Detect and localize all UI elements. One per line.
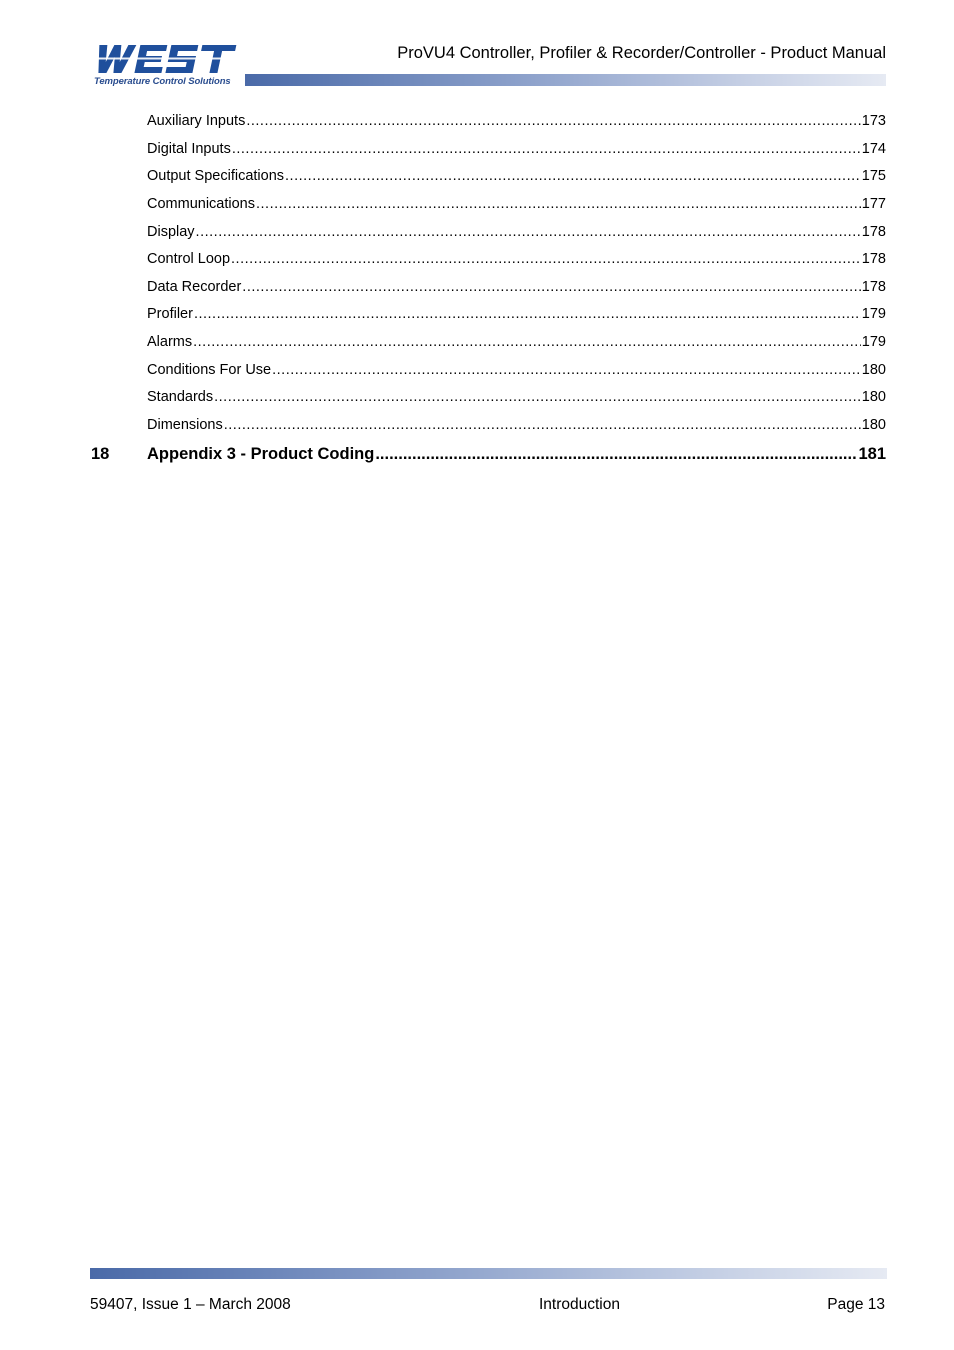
- west-logo-mark: [92, 42, 247, 76]
- toc-leader-dots: [272, 362, 861, 378]
- toc-entry[interactable]: [147, 251, 886, 271]
- toc-entry-title: Conditions For Use: [147, 362, 272, 378]
- toc-chapter-entry[interactable]: [91, 445, 886, 467]
- toc-entry-page: 179: [861, 306, 886, 322]
- toc-entry-title: Output Specifications: [147, 168, 285, 184]
- toc-leader-dots: [285, 168, 861, 184]
- toc-entry[interactable]: [147, 334, 886, 354]
- toc-entry-page: 179: [861, 334, 886, 350]
- toc-entry-page: 178: [861, 251, 886, 267]
- toc-leader-dots: [214, 389, 861, 405]
- toc-entry[interactable]: [147, 113, 886, 133]
- toc-entry[interactable]: [147, 389, 886, 409]
- toc-leader-dots: [224, 417, 861, 433]
- toc-entry-title: Digital Inputs: [147, 141, 231, 157]
- toc-entry-page: 177: [861, 196, 886, 212]
- header-gradient-bar: [245, 74, 886, 86]
- toc-entry-page: 180: [861, 389, 886, 405]
- toc-entry-title: Communications: [147, 196, 255, 212]
- toc-entry[interactable]: [147, 196, 886, 216]
- logo-tagline: Temperature Control Solutions: [94, 76, 231, 87]
- toc-entry-page: 174: [861, 141, 886, 157]
- toc-entry-title: Data Recorder: [147, 279, 242, 295]
- toc-entry-page: 173: [861, 113, 886, 129]
- toc-chapter-page: 181: [858, 445, 886, 463]
- toc-entry-page: 175: [861, 168, 886, 184]
- toc-leader-dots: [194, 306, 861, 322]
- toc-entry-title: Alarms: [147, 334, 193, 350]
- toc-entry[interactable]: [147, 279, 886, 299]
- west-logo: [92, 42, 247, 90]
- toc-entry-page: 178: [861, 224, 886, 240]
- footer-document-issue: 59407, Issue 1 – March 2008: [90, 1296, 291, 1313]
- toc-entry[interactable]: [147, 417, 886, 437]
- toc-entry-title: Display: [147, 224, 195, 240]
- toc-entry-title: Standards: [147, 389, 214, 405]
- toc-leader-dots: [193, 334, 861, 350]
- toc-entry-page: 180: [861, 362, 886, 378]
- toc-entry-page: 180: [861, 417, 886, 433]
- toc-chapter-title: Appendix 3 - Product Coding: [147, 445, 375, 463]
- toc-leader-dots: [196, 224, 861, 240]
- toc-entry[interactable]: [147, 168, 886, 188]
- toc-leader-dots: [256, 196, 861, 212]
- toc-chapter-number: 18: [91, 445, 110, 463]
- footer-page-number: Page 13: [827, 1296, 885, 1313]
- document-title: ProVU4 Controller, Profiler & Recorder/Controller - Product Manual: [397, 44, 886, 62]
- footer-section-name: Introduction: [539, 1296, 620, 1313]
- toc-leader-dots: [242, 279, 861, 295]
- toc-leader-dots: [231, 251, 861, 267]
- footer-gradient-bar: [90, 1268, 887, 1279]
- toc-leader-dots: [375, 445, 857, 464]
- toc-entry-title: Dimensions: [147, 417, 223, 433]
- toc-entry[interactable]: [147, 362, 886, 382]
- toc-entry[interactable]: [147, 224, 886, 244]
- toc-entry[interactable]: [147, 141, 886, 161]
- toc-entry-page: 178: [861, 279, 886, 295]
- toc-leader-dots: [232, 141, 861, 157]
- toc-entry[interactable]: [147, 306, 886, 326]
- toc-entry-title: Profiler: [147, 306, 193, 322]
- toc-entry-title: Control Loop: [147, 251, 231, 267]
- toc-entry-title: Auxiliary Inputs: [147, 113, 246, 129]
- toc-leader-dots: [246, 113, 860, 129]
